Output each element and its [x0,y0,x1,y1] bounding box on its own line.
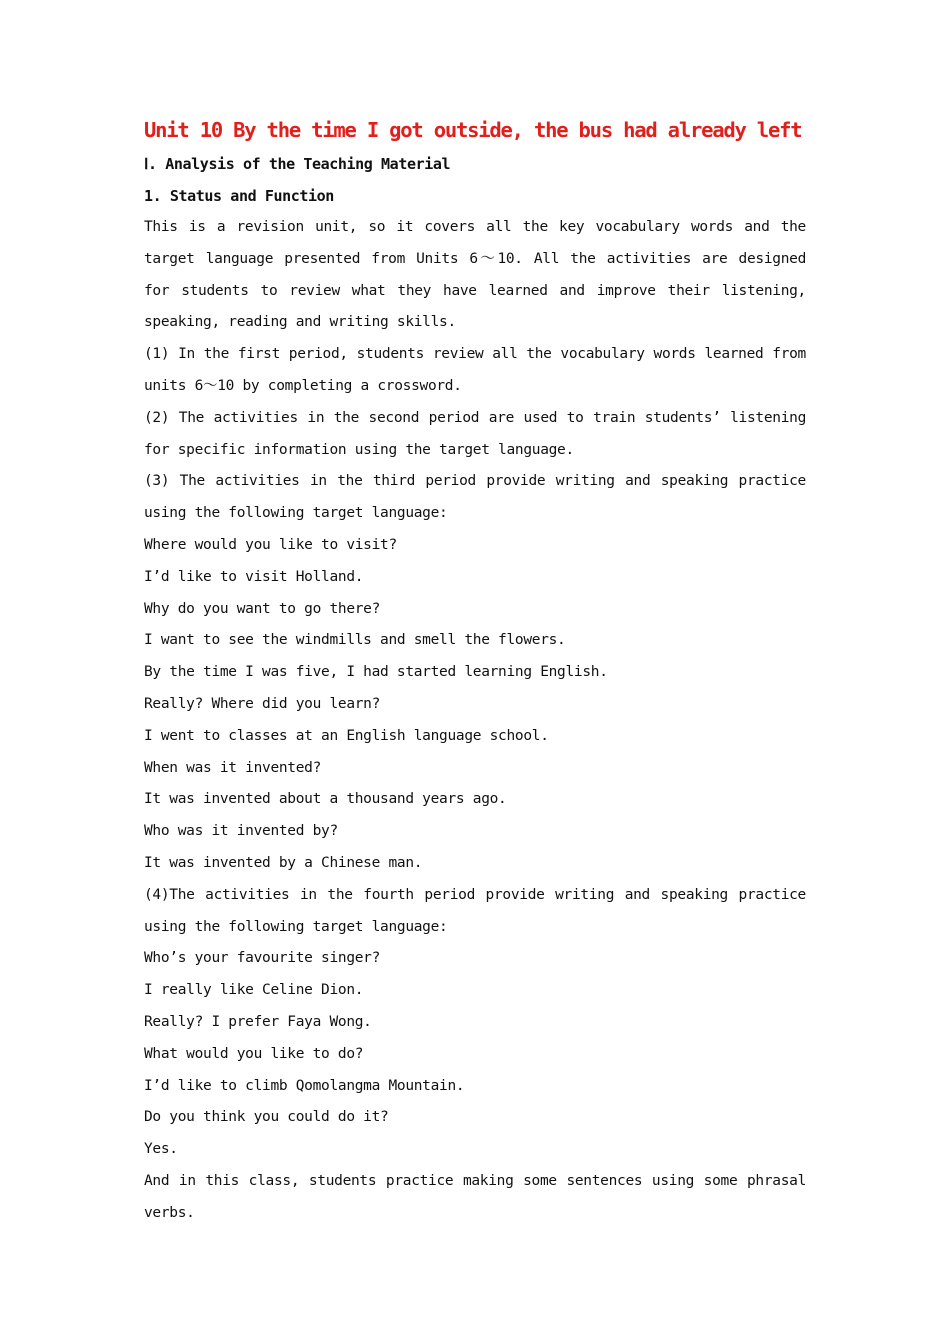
subheading: 1. Status and Function [144,187,334,205]
intro-paragraph: This is a revision unit, so it covers all the key vocabulary words and the target language presented from Units 6～10. All the activities are designed for students to review what they have learned and improve their listening, speaking, reading and writing skills. [144,219,806,331]
example-line: Where would you like to visit? [144,536,397,553]
example-line: Yes. [144,1141,178,1158]
example-line: I’d like to visit Holland. [144,568,364,585]
period-4-paragraph: (4)The activities in the fourth period provide writing and speaking practice using the following target language: [144,886,806,935]
closing-paragraph: And in this class, students practice making some sentences using some phrasal verbs. [144,1172,806,1221]
period-4-examples [144,943,806,1166]
example-line: It was invented about a thousand years ago. [144,791,507,808]
example-line: I went to classes at an English language school. [144,727,549,744]
example-line: It was invented by a Chinese man. [144,854,423,871]
example-line: By the time I was five, I had started learning English. [144,664,608,681]
example-line: Really? Where did you learn? [144,695,381,712]
example-line: Why do you want to go there? [144,600,381,617]
example-line: What would you like to do? [144,1045,364,1062]
document-title: Unit 10 By the time I got outside, the bus had already left [144,118,802,142]
example-line: I want to see the windmills and smell the flowers. [144,632,566,649]
example-line: I’d like to climb Qomolangma Mountain. [144,1077,465,1094]
period-1-paragraph: (1) In the first period, students review all the vocabulary words learned from units 6～10 by completing a crossword. [144,346,806,394]
period-3-paragraph: (3) The activities in the third period provide writing and speaking practice using the following target language: [144,473,806,522]
example-line: Who was it invented by? [144,823,338,840]
example-line: Do you think you could do it? [144,1109,389,1126]
period-3-examples [144,530,806,880]
example-line: When was it invented? [144,759,322,776]
example-line: Who’s your favourite singer? [144,950,381,967]
example-line: Really? I prefer Faya Wong. [144,1013,372,1030]
document-page [144,112,806,1230]
period-2-paragraph: (2) The activities in the second period are used to train students’ listening for specific information using the target language. [144,409,806,458]
example-line: I really like Celine Dion. [144,982,364,999]
section-heading: Ⅰ. Analysis of the Teaching Material [144,155,451,173]
